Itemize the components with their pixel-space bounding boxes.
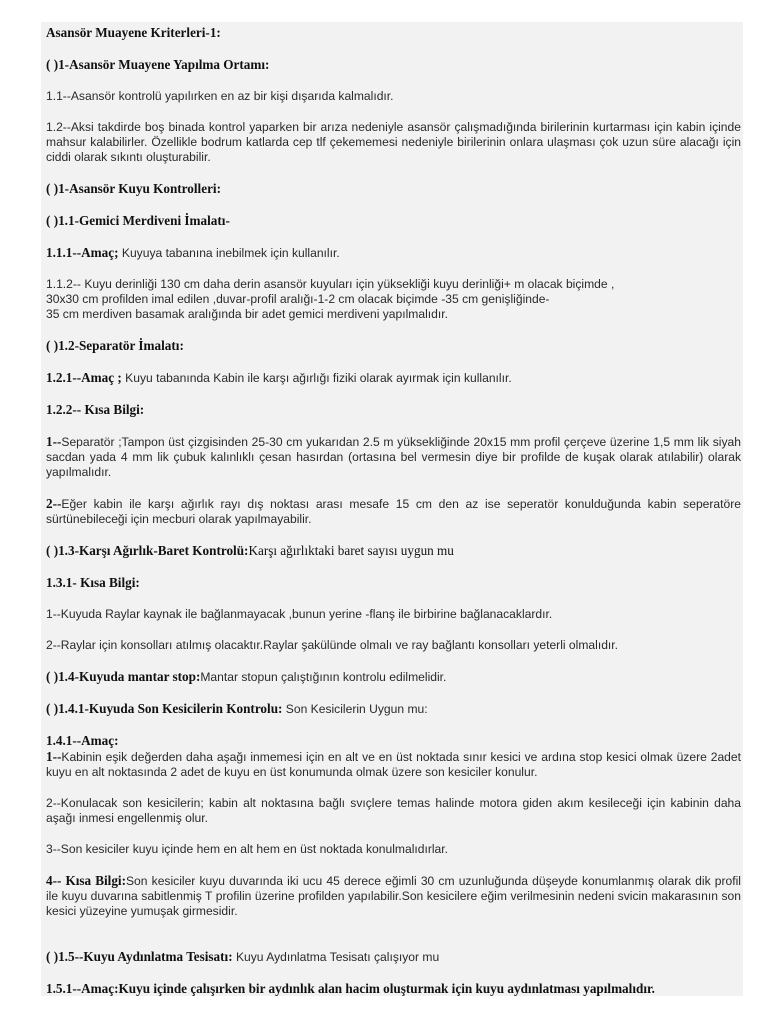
- document-content: [46, 25, 741, 996]
- section-heading-1: ( )1-Asansör Muayene Yapılma Ortamı:: [46, 57, 270, 72]
- paragraph-text: Separatör ;Tampon üst çizgisinden 25-30 cm yukarıdan 2.5 m yüksekliğinde 20x15 mm profil çerçeve üzerine 1,5 mm lik siyah sacdan yada 4 mm lik çubuk kalınlıklı çesan hasırdan (ortasına bel vermesin diye bir profilde de kuşak olarak atılabilir) olarak yapılmalıdır.: [46, 435, 741, 479]
- paragraph-limit-2: 2--Konulacak son kesicilerin; kabin alt noktasına bağlı svıçlere temas halinde motora giden akım kesileceği için kabinin daha aşağı inmesi engellenmiş olur.: [46, 796, 741, 825]
- subsection-heading-amac: 1.4.1--Amaç:: [46, 733, 119, 748]
- subsection-heading-1-5: [46, 949, 741, 965]
- subsection-heading-1-4-1: [46, 701, 741, 717]
- paragraph-1-2: 1.2--Aksi takdirde boş binada kontrol yaparken bir arıza nedeniyle asansör çalışmadığında birilerinin kurtarması için kabin içinde mahsur kalabilirler. Özellikle bodrum katlarda cep tlf çekememesi nedeniyle birilerinin onlara ulaşması çok uzun süre alacağı için ciddi olarak sıkıntı oluşturabilir.: [46, 120, 741, 164]
- paragraph-text: Son kesiciler kuyu duvarında iki ucu 45 derece eğimli 30 cm uzunluğunda düşeyde konumlanmış olarak dik profil ile kuyu duvarına sabitlenmiş T profilin üzerine profilden yapılabilir.Son kesicilere eğim verilmesinin nedeni svicin makarasının son kesici yüzeyine yumuşak girmesidir.: [46, 874, 741, 918]
- paragraph-label: 1.1.1--Amaç;: [46, 245, 119, 260]
- heading-text: Kuyu Aydınlatma Tesisatı çalışıyor mu: [232, 950, 440, 964]
- paragraph-label: 1--: [46, 749, 62, 764]
- section-heading-2: ( )1-Asansör Kuyu Kontrolleri:: [46, 181, 221, 196]
- paragraph-1-5-1: 1.5.1--Amaç:Kuyu içinde çalışırken bir aydınlık alan hacim oluşturmak için kuyu aydınlatması yapılmalıdır.: [46, 981, 655, 996]
- subsection-heading-1-4: [46, 669, 741, 685]
- paragraph-separator-1: [46, 434, 741, 480]
- subsection-heading-1-1: ( )1.1-Gemici Merdiveni İmalatı-: [46, 213, 230, 228]
- paragraph-1-2-1: [46, 370, 741, 386]
- heading-text: Karşı ağırlıktaki baret sayısı uygun mu: [248, 543, 454, 558]
- paragraph-limit-4: [46, 873, 741, 919]
- paragraph-label: 1.2.1--Amaç ;: [46, 370, 122, 385]
- paragraph-text: Kuyu tabanında Kabin ile karşı ağırlığı fiziki olarak ayırmak için kullanılır.: [121, 371, 512, 385]
- heading-text: Son Kesicilerin Uygun mu:: [282, 702, 428, 716]
- subsection-heading-1-3: [46, 543, 741, 559]
- paragraph-label: 4-- Kısa Bilgi:: [46, 873, 126, 888]
- subsection-heading-1-3-1: 1.3.1- Kısa Bilgi:: [46, 575, 140, 590]
- subsection-heading-1-2: ( )1.2-Separatör İmalatı:: [46, 338, 184, 353]
- paragraph-line: 35 cm merdiven basamak aralığında bir adet gemici merdiveni yapılmalıdır.: [46, 307, 448, 321]
- subsection-heading-1-2-2: 1.2.2-- Kısa Bilgi:: [46, 402, 145, 417]
- heading-label: ( )1.4-Kuyuda mantar stop:: [46, 669, 201, 684]
- paragraph-separator-2: [46, 496, 741, 527]
- heading-label: ( )1.5--Kuyu Aydınlatma Tesisatı:: [46, 949, 233, 964]
- paragraph-label: 1--: [46, 434, 62, 449]
- heading-label: ( )1.3-Karşı Ağırlık-Baret Kontrolü:: [46, 543, 249, 558]
- paragraph-line: 1.1.2-- Kuyu derinliği 130 cm daha derin asansör kuyuları için yüksekliği kuyu derinliği+ m olacak biçimde ,: [46, 277, 615, 291]
- paragraph-text: Kabinin eşik değerden daha aşağı inmemesi için en alt ve en üst noktada sınır kesici ve ardına stop kesici olmak üzere 2adet kuyu en alt noktasında 2 adet de kuyu en üst konumunda olmak üzere son kesiciler konulur.: [46, 750, 741, 779]
- document-title: Asansör Muayene Kriterleri-1:: [46, 25, 221, 40]
- paragraph-1-1-1: [46, 245, 741, 261]
- paragraph-1-1: 1.1--Asansör kontrolü yapılırken en az bir kişi dışarıda kalmalıdır.: [46, 89, 394, 103]
- paragraph-text: Eğer kabin ile karşı ağırlık rayı dış noktası arası mesafe 15 cm den az ise seperatör konulduğunda kabin seperatöre sürtünebileceği için mecburi olarak yapılmayabilir.: [46, 497, 741, 526]
- paragraph-limit-1: [46, 749, 741, 780]
- paragraph-rails-2: 2--Raylar için konsolları atılmış olacaktır.Raylar şakülünde olmalı ve ray bağlantı konsolları yeterli olmalıdır.: [46, 638, 619, 652]
- paragraph-line: 30x30 cm profilden imal edilen ,duvar-profil aralığı-1-2 cm olacak biçimde -35 cm genişliğinde-: [46, 292, 550, 306]
- document-page: [41, 22, 743, 996]
- paragraph-rails-1: 1--Kuyuda Raylar kaynak ile bağlanmayacak ,bunun yerine -flanş ile birbirine bağlanacaklardır.: [46, 607, 553, 621]
- paragraph-text: Kuyuya tabanına inebilmek için kullanılır.: [118, 246, 340, 260]
- paragraph-label: 2--: [46, 496, 62, 511]
- paragraph-limit-3: 3--Son kesiciler kuyu içinde hem en alt hem en üst noktada konulmalıdırlar.: [46, 842, 448, 856]
- heading-label: ( )1.4.1-Kuyuda Son Kesicilerin Kontrolu:: [46, 701, 283, 716]
- paragraph-1-1-2: [46, 277, 741, 322]
- heading-text: Mantar stopun çalıştığının kontrolu edilmelidir.: [200, 670, 447, 684]
